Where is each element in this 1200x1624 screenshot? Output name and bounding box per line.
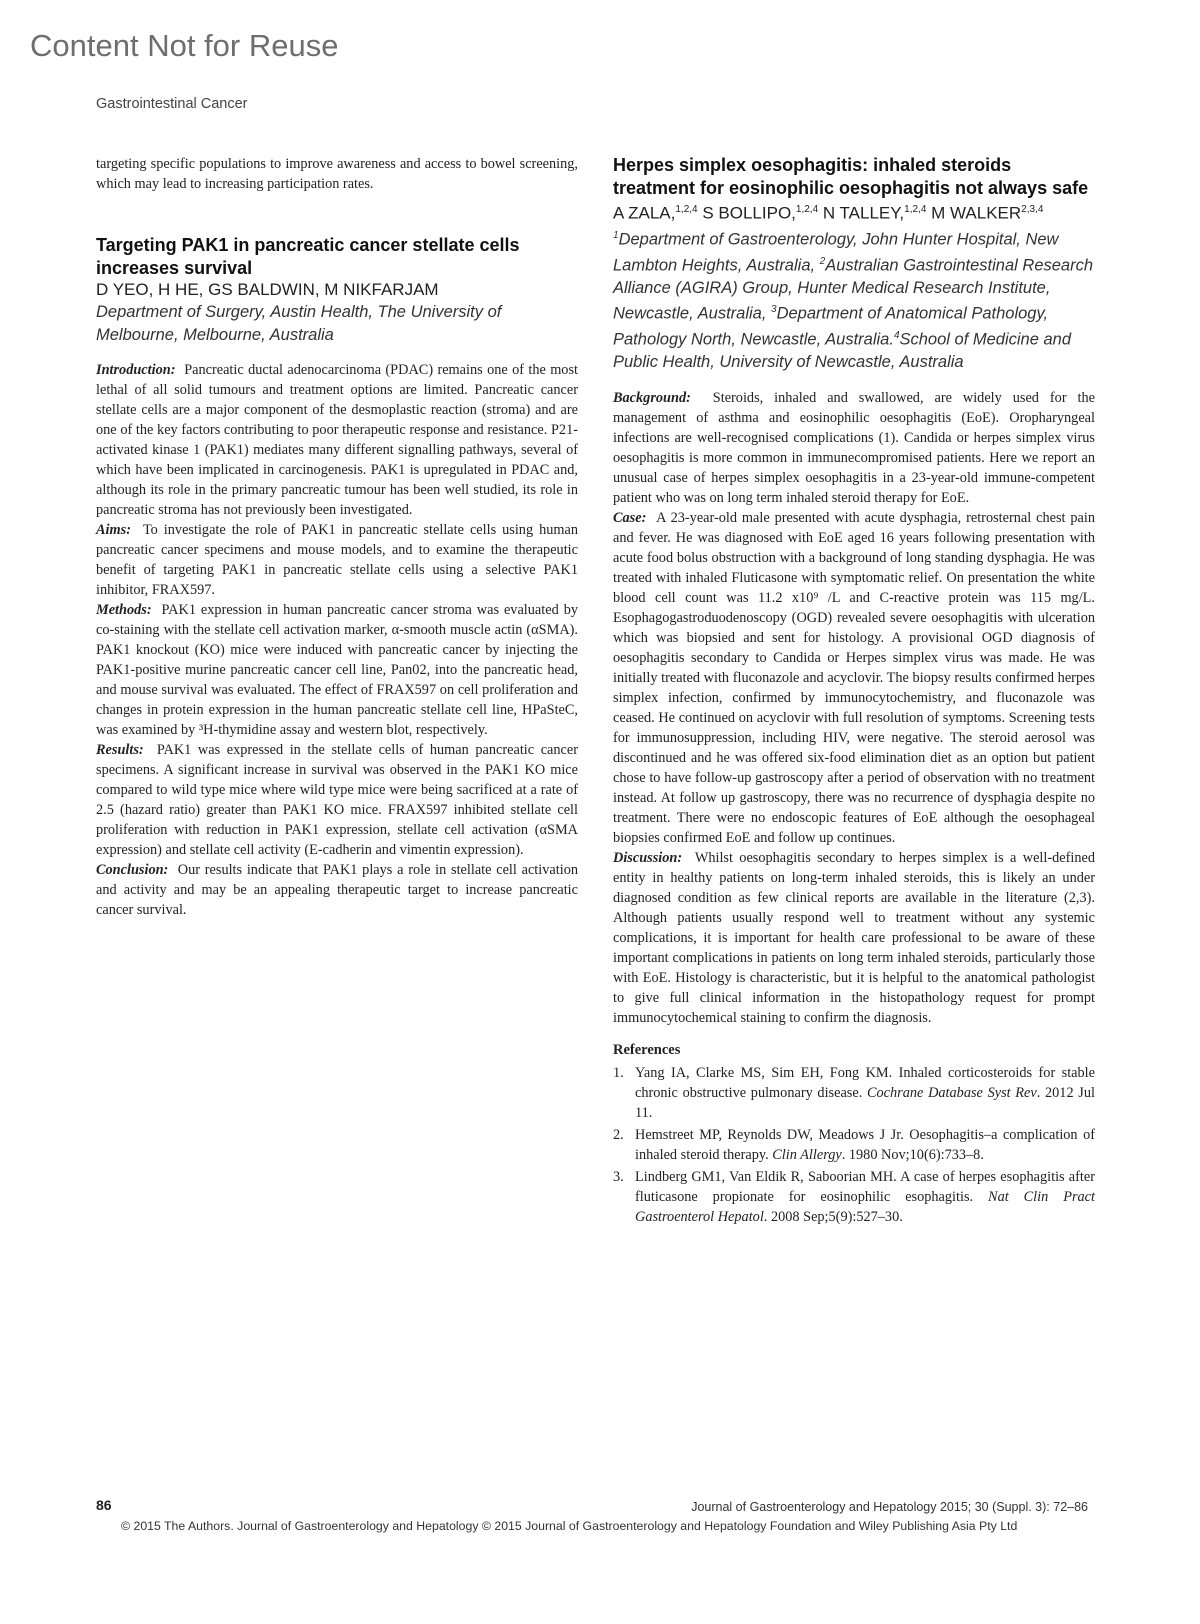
author-sup: 2,3,4 bbox=[1021, 204, 1044, 215]
abstract-title: Herpes simplex oesophagitis: inhaled steroids treatment for eosinophilic oesophagitis not always safe bbox=[613, 155, 1089, 198]
right-column bbox=[613, 154, 1095, 1229]
abstract-section-introduction bbox=[96, 360, 578, 520]
section-text: PAK1 was expressed in the stellate cells of human pancreatic cancer specimens. A significant increase in survival was observed in the PAK1 KO mice compared to wild type mice where wild type mice were being sacrificed at a rate of 2.5 (hazard ratio) greater than PAK1 KO mice. FRAX597 inhibited stellate cell proliferation with reduction in PAK1 expression, stellate cell activation (αSMA expression) and stellate cell activity (E-cadherin and vimentin expression). bbox=[96, 742, 578, 858]
reference-journal: Cochrane Database Syst Rev bbox=[867, 1084, 1037, 1101]
reference-text: Yang IA, Clarke MS, Sim EH, Fong KM. Inhaled corticosteroids for stable chronic obstructive pulmonary disease. Cochrane Database Syst Rev. 2012 Jul 11. bbox=[635, 1064, 1095, 1121]
affil-text: Department of Gastroenterology, John Hunter Hospital, New Lambton Heights, Australia, bbox=[613, 230, 1059, 275]
author-sup: 1,2,4 bbox=[904, 204, 927, 215]
affil-sup: 2 bbox=[819, 255, 826, 267]
abstract-authors bbox=[613, 199, 1095, 225]
abstract-title: Targeting PAK1 in pancreatic cancer stellate cells increases survival bbox=[96, 235, 520, 278]
references-heading: References bbox=[613, 1041, 681, 1058]
section-heading: Methods: bbox=[96, 602, 152, 618]
abstract-affiliation bbox=[613, 225, 1095, 374]
left-column bbox=[96, 154, 578, 920]
affil-text: Department of Anatomical Pathology, Pathology North, Newcastle, Australia. bbox=[613, 304, 1049, 349]
reference-text: Hemstreet MP, Reynolds DW, Meadows J Jr. Oesophagitis–a complication of inhaled steroid therapy. Clin Allergy. 1980 Nov;10(6):733–8. bbox=[635, 1126, 1095, 1163]
abstract-section-results bbox=[96, 740, 578, 860]
section-heading: Conclusion: bbox=[96, 862, 169, 878]
reference-item bbox=[613, 1063, 1095, 1123]
section-text: To investigate the role of PAK1 in pancreatic stellate cells using human pancreatic cancer specimens and mouse models, and to examine the therapeutic benefit of targeting PAK1 in pancreatic stellate cells using a selective PAK1 inhibitor, FRAX597. bbox=[96, 522, 578, 598]
abstract-section-aims bbox=[96, 520, 578, 600]
author: N TALLEY, bbox=[818, 203, 905, 223]
abstract-section-case bbox=[613, 508, 1095, 848]
watermark: Content Not for Reuse bbox=[30, 28, 339, 63]
copyright-line: © 2015 The Authors. Journal of Gastroenterology and Hepatology © 2015 Journal of Gastroenterology and Hepatology Foundation and Wiley Publishing Asia Pty Ltd bbox=[121, 1519, 1018, 1533]
abstract-affiliation: Department of Surgery, Austin Health, The University of Melbourne, Melbourne, Australia bbox=[96, 303, 502, 344]
section-heading: Results: bbox=[96, 742, 144, 758]
affil-sup: 1 bbox=[613, 229, 619, 241]
page-number: 86 bbox=[96, 1497, 112, 1513]
reference-item bbox=[613, 1167, 1095, 1227]
section-heading: Aims: bbox=[96, 522, 131, 538]
reference-number: 1. bbox=[613, 1064, 624, 1081]
section-text: A 23-year-old male presented with acute dysphagia, retrosternal chest pain and fever. He was diagnosed with EoE aged 16 years following presentation with acute food bolus obstruction with a background of long standing dysphagia. He was treated with inhaled Fluticasone with symptomatic relief. On presentation the white blood cell count was 11.2 x10⁹ /L and C-reactive protein was 115 mg/L. Esophagogastroduodenoscopy (OGD) revealed severe oesophagitis with ulceration which was biopsied and sent for histology. A provisional OGD diagnosis of oesophagitis secondary to Candida or Herpes simplex virus was made. He was initially treated with fluconazole and acyclovir. The biopsy results confirmed herpes simplex infection, confirmed by immunocytochemistry, and fluconazole was ceased. He continued on acyclovir with full resolution of symptoms. Screening tests for immunosuppression, including HIV, were negative. The steroid aerosol was discontinued and he was offered six-food elimination diet as an option but patient chose to have follow-up gastroscopy after a period of observation with no treatment instead. At follow up gastroscopy, there was no recurrence of dysphagia despite no treatment. There were no endoscopic features of EoE although the oesophageal biopsies confirmed EoE and follow up continues. bbox=[613, 509, 1095, 846]
author-sup: 1,2,4 bbox=[795, 204, 819, 215]
author: S BOLLIPO, bbox=[697, 203, 796, 223]
reference-text: Lindberg GM1, Van Eldik R, Saboorian MH. A case of herpes esophagitis after fluticasone propionate for eosinophilic esophagitis. Nat Clin Pract Gastroenterol Hepatol. 2008 Sep;5(9):527–30. bbox=[635, 1168, 1095, 1225]
section-text: Pancreatic ductal adenocarcinoma (PDAC) remains one of the most lethal of all solid tumours and treatment options are limited. Pancreatic cancer stellate cells are a major component of the desmoplastic reaction (stroma) and are one of the key factors contributing to poor therapeutic response and resistance. P21-activated kinase 1 (PAK1) mediates many different signalling pathways, several of which have been implicated in carcinogenesis. PAK1 is upregulated in PDAC and, although its role in the primary pancreatic tumour has been well studied, its role in pancreatic stroma has not previously been investigated. bbox=[96, 362, 578, 518]
section-text: Whilst oesophagitis secondary to herpes simplex is a well-defined entity in healthy patients on long-term inhaled steroids, this is likely an under diagnosed condition as few clinical reports are available in the literature (2,3). Although patients usually respond well to treatment without any systemic complications, it is important for health care professional to be aware of these important complications in patients on long term inhaled steroids, particularly those with EoE. Histology is characteristic, but it is helpful to the anatomical pathologist to give full clinical information in the histopathology request for prompt immunocytochemical staining to confirm the diagnosis. bbox=[613, 849, 1095, 1026]
reference-number: 2. bbox=[613, 1126, 624, 1143]
affil-text: Australian Gastrointestinal Research Alliance (AGIRA) Group, Hunter Medical Research Institute, Newcastle, Australia, bbox=[613, 256, 1094, 323]
affil-sup: 3 bbox=[771, 304, 777, 316]
section-label: Gastrointestinal Cancer bbox=[96, 96, 248, 112]
continued-text: targeting specific populations to improve awareness and access to bowel screening, which may lead to increasing participation rates. bbox=[96, 156, 578, 192]
reference-item bbox=[613, 1125, 1095, 1165]
section-text: Steroids, inhaled and swallowed, are widely used for the management of asthma and eosinophilic oesophagitis (EoE). Oropharyngeal infections are well-recognised complications (1). Candida or herpes simplex virus oesophagitis is more common in immunecompromised patients. Here we report an unusual case of herpes simplex oesophagitis in a 23-year-old immune-competent patient who was on long term inhaled steroid therapy for EoE. bbox=[613, 389, 1095, 506]
section-heading: Background: bbox=[613, 389, 691, 406]
reference-journal: Clin Allergy bbox=[772, 1146, 842, 1163]
abstract-section-discussion bbox=[613, 848, 1095, 1028]
section-text: PAK1 expression in human pancreatic cancer stroma was evaluated by co-staining with the stellate cell activation marker, α-smooth muscle actin (αSMA). PAK1 knockout (KO) mice were induced with pancreatic cancer by injecting the PAK1-positive murine pancreatic cancer cell line, Pan02, into the pancreatic head, and mouse survival was evaluated. The effect of FRAX597 on cell proliferation and changes in protein expression in the human pancreatic stellate cell line, HPaSteC, was examined by ³H-thymidine assay and western blot, respectively. bbox=[96, 602, 578, 738]
abstract-authors: D YEO, H HE, GS BALDWIN, M NIKFARJAM bbox=[96, 280, 439, 299]
section-heading: Case: bbox=[613, 509, 647, 526]
author: A ZALA, bbox=[613, 203, 676, 223]
affil-text: School of Medicine and Public Health, University of Newcastle, Australia bbox=[613, 330, 1072, 372]
references-list bbox=[613, 1063, 1095, 1227]
section-heading: Introduction: bbox=[96, 362, 176, 378]
section-heading: Discussion: bbox=[613, 849, 683, 866]
author: M WALKER bbox=[926, 203, 1022, 223]
journal-citation: Journal of Gastroenterology and Hepatology 2015; 30 (Suppl. 3): 72–86 bbox=[691, 1500, 1088, 1514]
abstract-section-background bbox=[613, 388, 1095, 508]
section-text: Our results indicate that PAK1 plays a role in stellate cell activation and activity and may be an appealing therapeutic target to increase pancreatic cancer survival. bbox=[96, 862, 578, 918]
abstract-section-methods bbox=[96, 600, 578, 740]
affil-sup: 4 bbox=[893, 330, 900, 342]
abstract-section-conclusion bbox=[96, 860, 578, 920]
author-sup: 1,2,4 bbox=[675, 204, 698, 215]
reference-number: 3. bbox=[613, 1168, 624, 1185]
reference-journal: Nat Clin Pract Gastroenterol Hepatol bbox=[635, 1188, 1095, 1225]
